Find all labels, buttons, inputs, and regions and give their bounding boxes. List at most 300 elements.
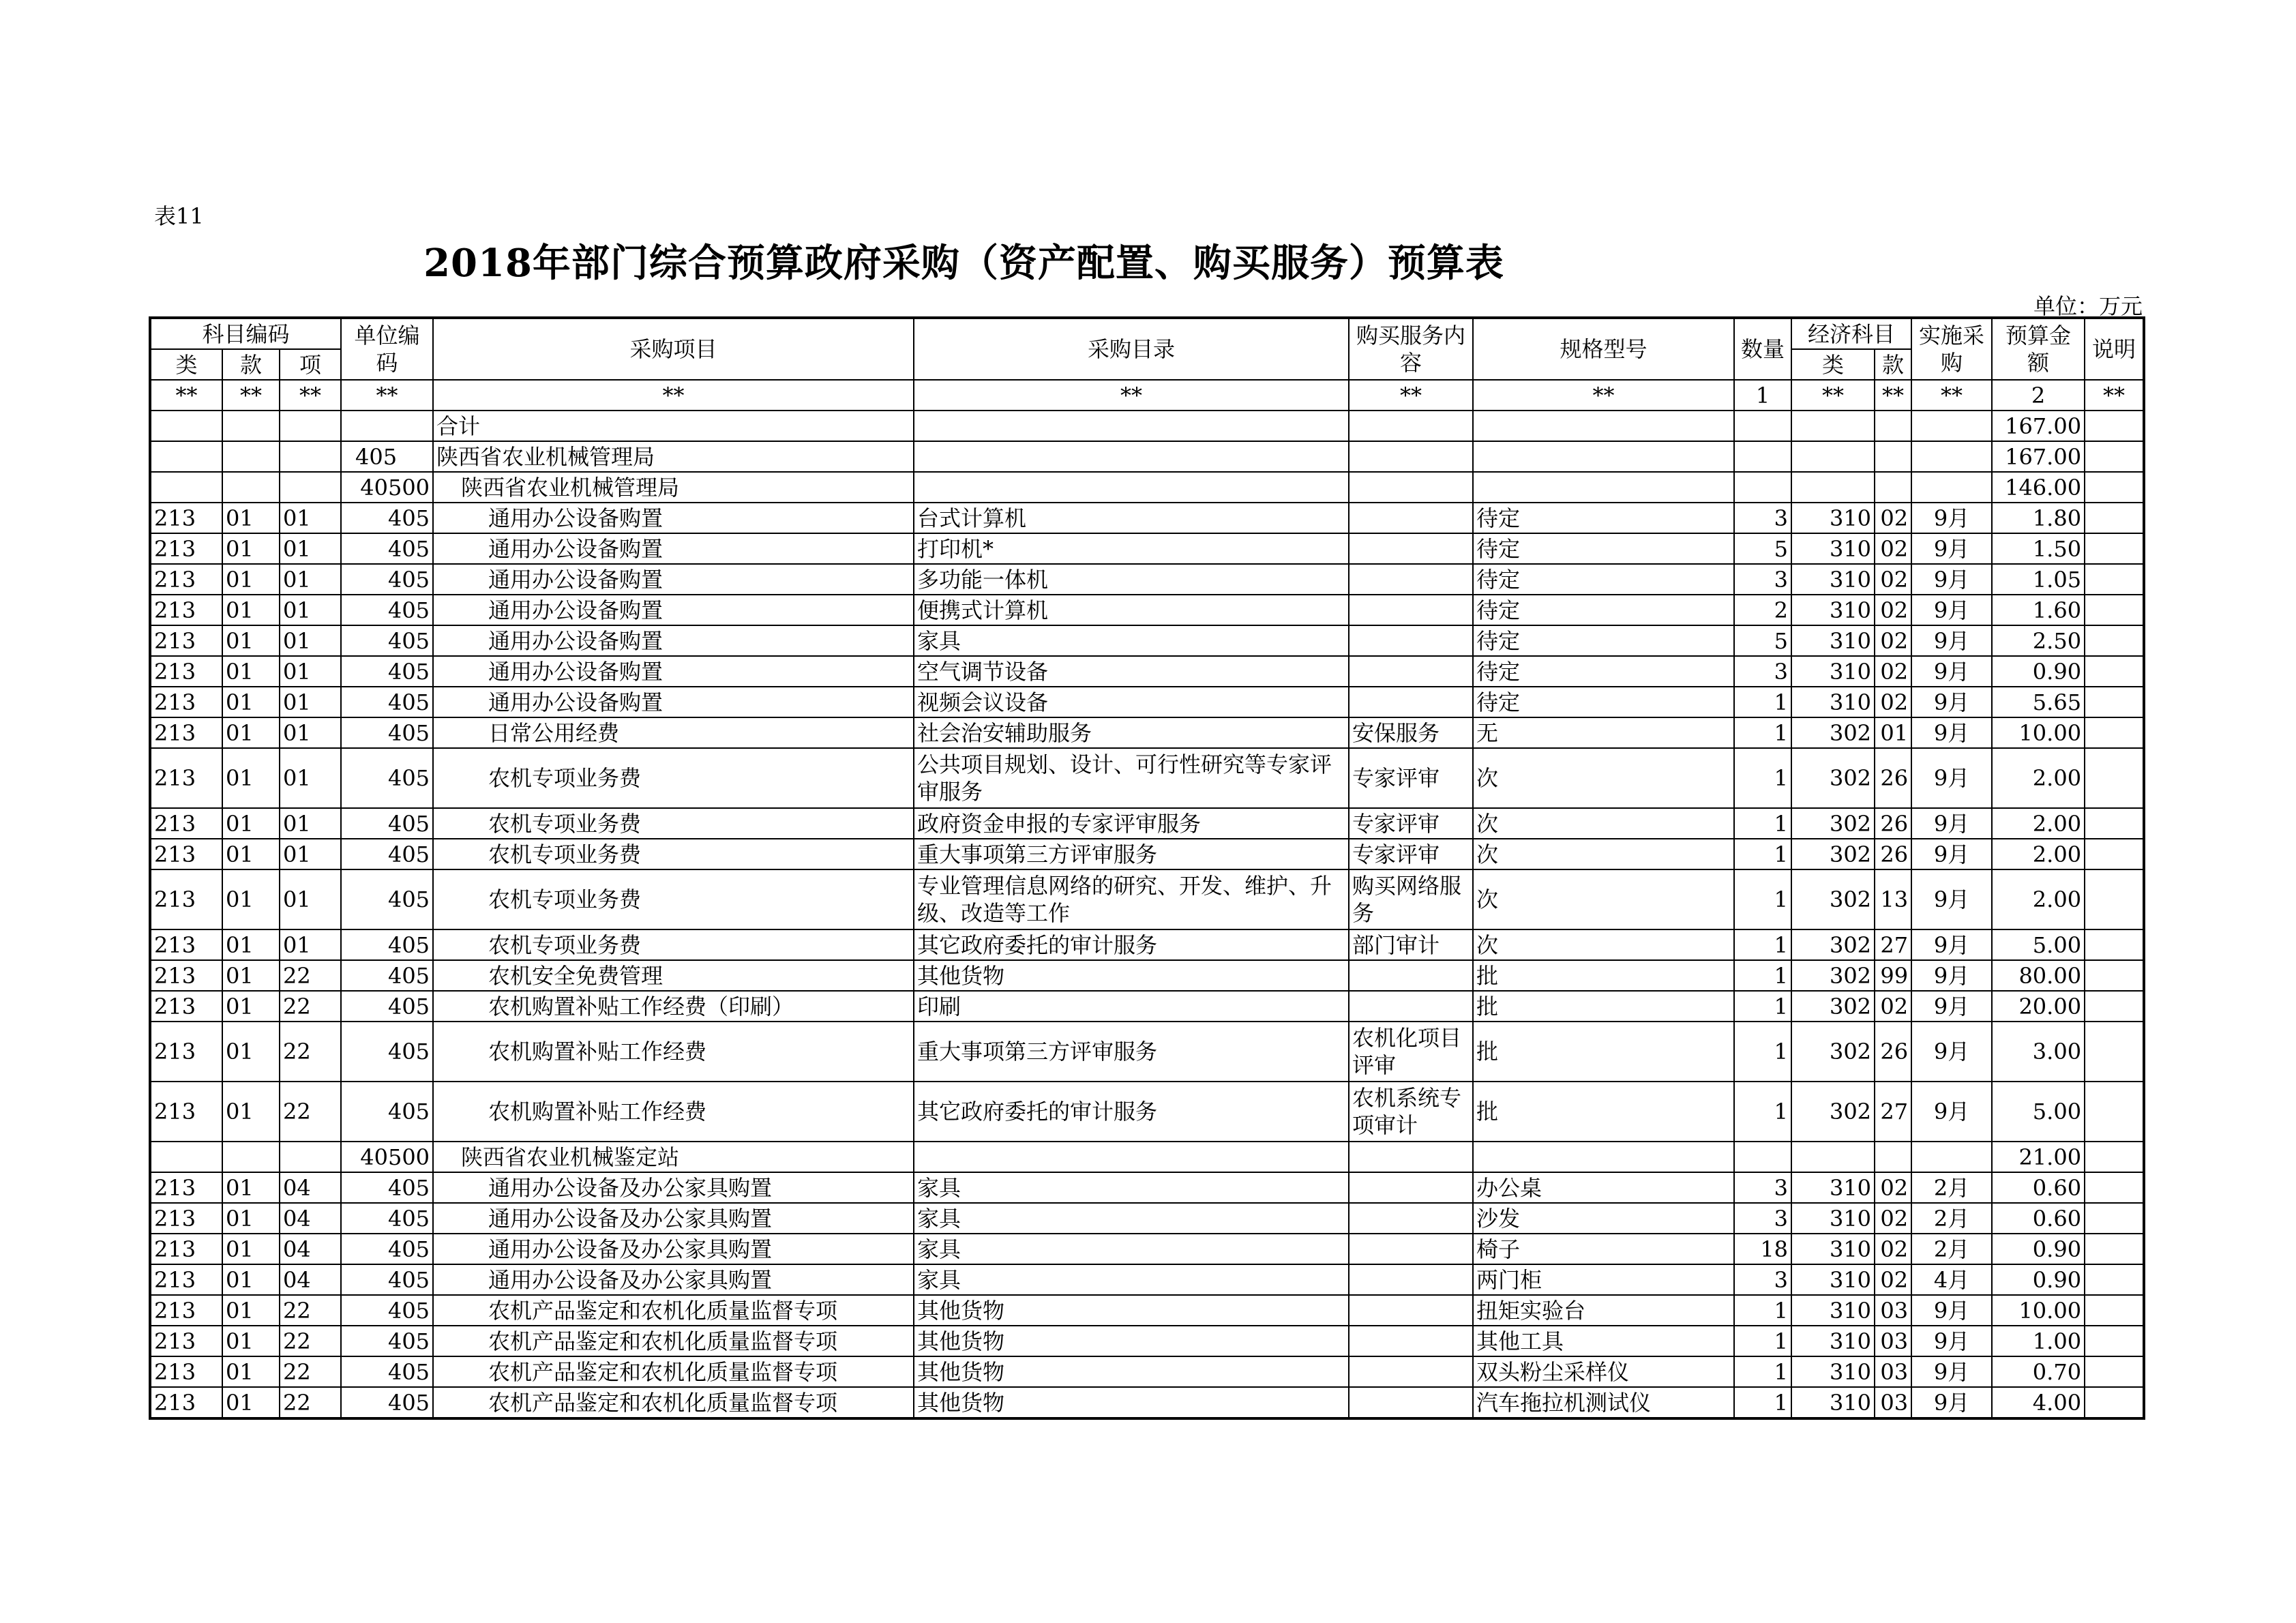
quantity: 1 [1734, 1356, 1791, 1387]
header-service: 购买服务内容 [1349, 318, 1473, 380]
subject-xiang: 04 [280, 1264, 341, 1295]
project-name: 通用办公设备购置 [433, 625, 914, 656]
quantity: 1 [1734, 748, 1791, 808]
spec-model: 批 [1473, 991, 1734, 1022]
econ-lei: 302 [1791, 991, 1875, 1022]
subject-lei: 213 [150, 1022, 222, 1082]
subject-kuan: 01 [222, 1172, 280, 1203]
subject-kuan: 01 [222, 929, 280, 960]
econ-kuan: 13 [1875, 869, 1911, 929]
subject-kuan: 01 [222, 808, 280, 839]
subject-lei: 213 [150, 656, 222, 687]
subject-kuan: 01 [222, 564, 280, 595]
impl-month: 9月 [1911, 625, 1992, 656]
project-name: 通用办公设备购置 [433, 503, 914, 533]
empty-cell [150, 1142, 222, 1172]
econ-lei: 302 [1791, 717, 1875, 748]
catalog-name: 社会治安辅助服务 [914, 717, 1349, 748]
table-row [150, 1022, 2144, 1082]
table-number: 表11 [154, 203, 204, 229]
quantity: 1 [1734, 1387, 1791, 1418]
subject-lei: 213 [150, 687, 222, 717]
econ-kuan: 02 [1875, 625, 1911, 656]
service-content [1349, 503, 1473, 533]
subject-lei: 213 [150, 1356, 222, 1387]
impl-month: 9月 [1911, 991, 1992, 1022]
subject-kuan: 01 [222, 533, 280, 564]
empty-cell [1875, 1142, 1911, 1172]
budget-amount: 5.00 [1992, 1082, 2085, 1142]
econ-lei: 310 [1791, 687, 1875, 717]
subject-lei: 213 [150, 1264, 222, 1295]
catalog-name: 视频会议设备 [914, 687, 1349, 717]
catalog-name: 其他货物 [914, 960, 1349, 991]
unit-code: 405 [341, 656, 433, 687]
catalog-name: 其它政府委托的审计服务 [914, 1082, 1349, 1142]
budget-amount: 1.80 [1992, 503, 2085, 533]
service-content [1349, 1203, 1473, 1234]
subject-xiang: 04 [280, 1234, 341, 1264]
subject-xiang: 01 [280, 929, 341, 960]
econ-lei: 310 [1791, 1326, 1875, 1356]
table-row [150, 687, 2144, 717]
subject-lei: 213 [150, 869, 222, 929]
project-name: 农机专项业务费 [433, 869, 914, 929]
note-cell [2085, 1082, 2144, 1142]
marker-cell: ** [150, 380, 222, 411]
impl-month: 9月 [1911, 748, 1992, 808]
table-row [150, 1203, 2144, 1234]
quantity: 5 [1734, 625, 1791, 656]
econ-lei: 310 [1791, 595, 1875, 625]
catalog-name: 公共项目规划、设计、可行性研究等专家评审服务 [914, 748, 1349, 808]
note-cell [2085, 472, 2144, 503]
project-name: 日常公用经费 [433, 717, 914, 748]
project-name: 通用办公设备购置 [433, 656, 914, 687]
econ-kuan: 03 [1875, 1387, 1911, 1418]
catalog-name: 其他货物 [914, 1387, 1349, 1418]
impl-month: 9月 [1911, 1082, 1992, 1142]
quantity: 5 [1734, 533, 1791, 564]
budget-amount: 10.00 [1992, 1295, 2085, 1326]
econ-kuan: 27 [1875, 929, 1911, 960]
table-row [150, 839, 2144, 869]
note-cell [2085, 1203, 2144, 1234]
catalog-name: 便携式计算机 [914, 595, 1349, 625]
subject-kuan: 01 [222, 503, 280, 533]
econ-lei: 310 [1791, 564, 1875, 595]
subject-lei: 213 [150, 625, 222, 656]
empty-cell [222, 1142, 280, 1172]
impl-month: 9月 [1911, 839, 1992, 869]
subject-lei: 213 [150, 1082, 222, 1142]
subject-xiang: 01 [280, 748, 341, 808]
project-name: 农机购置补贴工作经费 [433, 1022, 914, 1082]
budget-amount: 20.00 [1992, 991, 2085, 1022]
econ-kuan: 02 [1875, 991, 1911, 1022]
spec-model: 待定 [1473, 595, 1734, 625]
project-name: 通用办公设备及办公家具购置 [433, 1203, 914, 1234]
note-cell [2085, 1234, 2144, 1264]
service-content: 专家评审 [1349, 839, 1473, 869]
spec-model: 批 [1473, 1082, 1734, 1142]
subject-lei: 213 [150, 564, 222, 595]
table-row [150, 595, 2144, 625]
note-cell [2085, 595, 2144, 625]
catalog-name: 多功能一体机 [914, 564, 1349, 595]
impl-month: 9月 [1911, 503, 1992, 533]
project-name: 通用办公设备购置 [433, 564, 914, 595]
unit-code: 405 [341, 869, 433, 929]
quantity: 1 [1734, 1295, 1791, 1326]
marker-cell: ** [1791, 380, 1875, 411]
empty-cell [1349, 472, 1473, 503]
group-amount: 146.00 [1992, 472, 2085, 503]
spec-model: 次 [1473, 869, 1734, 929]
econ-lei: 302 [1791, 808, 1875, 839]
service-content [1349, 1356, 1473, 1387]
subject-xiang: 22 [280, 1295, 341, 1326]
service-content [1349, 1234, 1473, 1264]
quantity: 3 [1734, 1203, 1791, 1234]
unit-code: 405 [341, 1326, 433, 1356]
budget-amount: 1.50 [1992, 533, 2085, 564]
catalog-name: 重大事项第三方评审服务 [914, 1022, 1349, 1082]
subject-kuan: 01 [222, 1234, 280, 1264]
econ-lei: 302 [1791, 839, 1875, 869]
service-content: 专家评审 [1349, 808, 1473, 839]
econ-lei: 302 [1791, 869, 1875, 929]
econ-kuan: 02 [1875, 533, 1911, 564]
subject-xiang: 01 [280, 869, 341, 929]
subject-lei: 213 [150, 748, 222, 808]
project-name: 农机产品鉴定和农机化质量监督专项 [433, 1295, 914, 1326]
spec-model: 待定 [1473, 564, 1734, 595]
table-row [150, 625, 2144, 656]
unit-code: 405 [341, 625, 433, 656]
unit-code: 405 [341, 839, 433, 869]
impl-month: 9月 [1911, 1356, 1992, 1387]
subject-kuan: 01 [222, 1082, 280, 1142]
impl-month: 9月 [1911, 1387, 1992, 1418]
note-cell [2085, 1295, 2144, 1326]
group-code: 40500 [341, 1142, 433, 1172]
budget-amount: 5.65 [1992, 687, 2085, 717]
econ-kuan: 26 [1875, 748, 1911, 808]
table-row [150, 533, 2144, 564]
subject-kuan: 01 [222, 748, 280, 808]
page-title-text: 2018年部门综合预算政府采购（资产配置、购买服务）预算表 [423, 241, 1504, 286]
subject-xiang: 01 [280, 687, 341, 717]
unit-code: 405 [341, 929, 433, 960]
unit-code: 405 [341, 595, 433, 625]
impl-month: 9月 [1911, 656, 1992, 687]
service-content: 安保服务 [1349, 717, 1473, 748]
econ-lei: 310 [1791, 1234, 1875, 1264]
quantity: 3 [1734, 656, 1791, 687]
service-content [1349, 564, 1473, 595]
catalog-name: 家具 [914, 1203, 1349, 1234]
service-content [1349, 960, 1473, 991]
budget-amount: 0.60 [1992, 1172, 2085, 1203]
table-row [150, 656, 2144, 687]
catalog-name: 台式计算机 [914, 503, 1349, 533]
dept-amount: 167.00 [1992, 441, 2085, 472]
table-row [150, 1326, 2144, 1356]
note-cell [2085, 1142, 2144, 1172]
project-name: 农机产品鉴定和农机化质量监督专项 [433, 1387, 914, 1418]
project-name: 农机专项业务费 [433, 929, 914, 960]
subject-lei: 213 [150, 839, 222, 869]
note-cell [2085, 656, 2144, 687]
unit-code: 405 [341, 960, 433, 991]
catalog-name: 家具 [914, 1234, 1349, 1264]
subject-kuan: 01 [222, 625, 280, 656]
quantity: 1 [1734, 839, 1791, 869]
total-row [150, 411, 2144, 441]
subject-xiang: 01 [280, 656, 341, 687]
table-row [150, 1172, 2144, 1203]
unit-code: 405 [341, 717, 433, 748]
budget-amount: 10.00 [1992, 717, 2085, 748]
header-impl: 实施采购 [1911, 318, 1992, 380]
subject-kuan: 01 [222, 595, 280, 625]
unit-code: 405 [341, 808, 433, 839]
marker-cell: ** [914, 380, 1349, 411]
impl-month: 9月 [1911, 1295, 1992, 1326]
subject-xiang: 22 [280, 1356, 341, 1387]
spec-model: 沙发 [1473, 1203, 1734, 1234]
service-content [1349, 1264, 1473, 1295]
project-name: 农机购置补贴工作经费（印刷） [433, 991, 914, 1022]
catalog-name: 重大事项第三方评审服务 [914, 839, 1349, 869]
empty-cell [1473, 472, 1734, 503]
spec-model: 双头粉尘采样仪 [1473, 1356, 1734, 1387]
header-amount: 预算金额 [1992, 318, 2085, 380]
econ-kuan: 02 [1875, 595, 1911, 625]
subject-kuan: 01 [222, 1022, 280, 1082]
budget-amount: 0.70 [1992, 1356, 2085, 1387]
catalog-name: 家具 [914, 1264, 1349, 1295]
header-econ-lei: 类 [1791, 349, 1875, 380]
subject-kuan: 01 [222, 1295, 280, 1326]
unit-group-row [150, 472, 2144, 503]
catalog-name: 专业管理信息网络的研究、开发、维护、升级、改造等工作 [914, 869, 1349, 929]
unit-code: 405 [341, 533, 433, 564]
budget-amount: 2.00 [1992, 808, 2085, 839]
budget-amount: 0.90 [1992, 656, 2085, 687]
dept-code: 405 [341, 441, 433, 472]
budget-amount: 2.00 [1992, 839, 2085, 869]
unit-label: 单位：万元 [2033, 293, 2143, 319]
subject-lei: 213 [150, 1203, 222, 1234]
project-name: 通用办公设备购置 [433, 595, 914, 625]
subject-lei: 213 [150, 1295, 222, 1326]
unit-code: 405 [341, 1295, 433, 1326]
service-content [1349, 687, 1473, 717]
budget-amount: 80.00 [1992, 960, 2085, 991]
note-cell [2085, 625, 2144, 656]
service-content [1349, 1295, 1473, 1326]
project-name: 农机专项业务费 [433, 839, 914, 869]
empty-cell [222, 472, 280, 503]
impl-month: 2月 [1911, 1172, 1992, 1203]
subject-kuan: 01 [222, 991, 280, 1022]
spec-model: 批 [1473, 1022, 1734, 1082]
table-row [150, 564, 2144, 595]
service-content [1349, 1326, 1473, 1356]
catalog-name: 其他货物 [914, 1295, 1349, 1326]
unit-code: 405 [341, 687, 433, 717]
table-row [150, 929, 2144, 960]
empty-cell [1349, 1142, 1473, 1172]
note-cell [2085, 960, 2144, 991]
catalog-name: 其它政府委托的审计服务 [914, 929, 1349, 960]
empty-cell [1473, 1142, 1734, 1172]
spec-model: 汽车拖拉机测试仪 [1473, 1387, 1734, 1418]
empty-cell [1791, 472, 1875, 503]
subject-xiang: 01 [280, 595, 341, 625]
marker-cell: ** [222, 380, 280, 411]
subject-lei: 213 [150, 717, 222, 748]
subject-lei: 213 [150, 1172, 222, 1203]
quantity: 1 [1734, 1022, 1791, 1082]
group-name: 陕西省农业机械鉴定站 [433, 1142, 914, 1172]
spec-model: 办公桌 [1473, 1172, 1734, 1203]
table-row [150, 717, 2144, 748]
catalog-name: 空气调节设备 [914, 656, 1349, 687]
subject-lei: 213 [150, 1234, 222, 1264]
empty-cell [280, 472, 341, 503]
project-name: 通用办公设备购置 [433, 687, 914, 717]
unit-code: 405 [341, 1082, 433, 1142]
econ-lei: 302 [1791, 1022, 1875, 1082]
spec-model: 椅子 [1473, 1234, 1734, 1264]
subject-kuan: 01 [222, 687, 280, 717]
note-cell [2085, 1264, 2144, 1295]
subject-kuan: 01 [222, 1387, 280, 1418]
catalog-name: 打印机* [914, 533, 1349, 564]
project-name: 农机安全免费管理 [433, 960, 914, 991]
spec-model: 待定 [1473, 503, 1734, 533]
header-xiang: 项 [280, 349, 341, 380]
table-row [150, 808, 2144, 839]
quantity: 1 [1734, 687, 1791, 717]
dept-row [150, 441, 2144, 472]
impl-month: 9月 [1911, 1326, 1992, 1356]
econ-kuan: 02 [1875, 503, 1911, 533]
service-content [1349, 656, 1473, 687]
impl-month: 9月 [1911, 929, 1992, 960]
catalog-name: 其他货物 [914, 1326, 1349, 1356]
note-cell [2085, 533, 2144, 564]
note-cell [2085, 929, 2144, 960]
econ-kuan: 02 [1875, 1264, 1911, 1295]
marker-cell: ** [433, 380, 914, 411]
econ-kuan: 03 [1875, 1326, 1911, 1356]
note-cell [2085, 748, 2144, 808]
subject-lei: 213 [150, 1326, 222, 1356]
budget-amount: 0.90 [1992, 1234, 2085, 1264]
unit-code: 405 [341, 1356, 433, 1387]
budget-amount: 1.05 [1992, 564, 2085, 595]
marker-cell: ** [341, 380, 433, 411]
subject-kuan: 01 [222, 1356, 280, 1387]
impl-month: 9月 [1911, 869, 1992, 929]
econ-lei: 302 [1791, 960, 1875, 991]
econ-kuan: 01 [1875, 717, 1911, 748]
budget-amount: 1.60 [1992, 595, 2085, 625]
subject-xiang: 22 [280, 1082, 341, 1142]
note-cell [2085, 1326, 2144, 1356]
econ-kuan: 02 [1875, 687, 1911, 717]
note-cell [2085, 1356, 2144, 1387]
service-content [1349, 625, 1473, 656]
subject-xiang: 22 [280, 1022, 341, 1082]
empty-cell [1875, 472, 1911, 503]
header-note: 说明 [2085, 318, 2144, 380]
subject-lei: 213 [150, 595, 222, 625]
econ-kuan: 27 [1875, 1082, 1911, 1142]
spec-model: 扭矩实验台 [1473, 1295, 1734, 1326]
service-content [1349, 533, 1473, 564]
marker-cell: ** [1911, 380, 1992, 411]
empty-cell [280, 1142, 341, 1172]
econ-kuan: 02 [1875, 1172, 1911, 1203]
unit-code: 405 [341, 1387, 433, 1418]
quantity: 18 [1734, 1234, 1791, 1264]
table-row [150, 869, 2144, 929]
unit-code: 405 [341, 1022, 433, 1082]
service-content: 部门审计 [1349, 929, 1473, 960]
total-amount: 167.00 [1992, 411, 2085, 441]
note-cell [2085, 1387, 2144, 1418]
impl-month: 2月 [1911, 1203, 1992, 1234]
unit-code: 405 [341, 564, 433, 595]
header-qty: 数量 [1734, 318, 1791, 380]
impl-month: 9月 [1911, 533, 1992, 564]
budget-amount: 1.00 [1992, 1326, 2085, 1356]
econ-kuan: 03 [1875, 1295, 1911, 1326]
table-row [150, 1264, 2144, 1295]
subject-kuan: 01 [222, 656, 280, 687]
budget-table [149, 316, 2145, 1420]
subject-kuan: 01 [222, 717, 280, 748]
subject-xiang: 04 [280, 1203, 341, 1234]
table-body [150, 411, 2144, 1418]
budget-amount: 0.60 [1992, 1203, 2085, 1234]
spec-model: 次 [1473, 808, 1734, 839]
econ-lei: 310 [1791, 1387, 1875, 1418]
quantity: 3 [1734, 1264, 1791, 1295]
spec-model: 次 [1473, 929, 1734, 960]
impl-month: 9月 [1911, 717, 1992, 748]
note-cell [2085, 991, 2144, 1022]
impl-month: 4月 [1911, 1264, 1992, 1295]
marker-cell: 1 [1734, 380, 1791, 411]
group-code: 40500 [341, 472, 433, 503]
subject-lei: 213 [150, 929, 222, 960]
quantity: 1 [1734, 808, 1791, 839]
spec-model: 次 [1473, 839, 1734, 869]
marker-cell: ** [280, 380, 341, 411]
subject-xiang: 22 [280, 1326, 341, 1356]
project-name: 农机产品鉴定和农机化质量监督专项 [433, 1356, 914, 1387]
unit-code: 405 [341, 748, 433, 808]
marker-cell: ** [1349, 380, 1473, 411]
econ-lei: 302 [1791, 1082, 1875, 1142]
quantity: 1 [1734, 929, 1791, 960]
